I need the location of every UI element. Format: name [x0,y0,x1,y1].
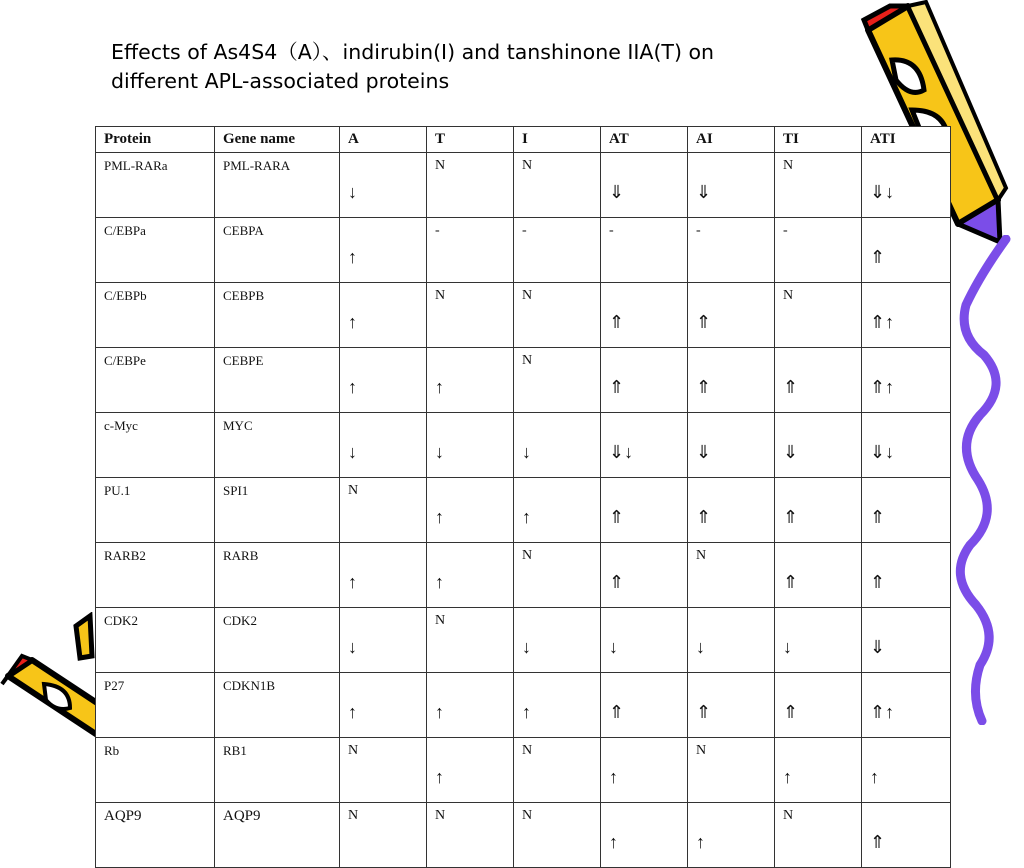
table-cell: CEBPB [215,283,340,348]
table-cell: ↓ [340,413,427,478]
slide-title-line-1: Effects of As4S4（A）、indirubin(I) and tanshinone IIA(T) on [111,40,715,64]
column-header: Protein [96,127,215,153]
table-cell: ⇓ [775,413,862,478]
column-header: Gene name [215,127,340,153]
table-cell: N [775,153,862,218]
table-cell: RARB2 [96,543,215,608]
table-cell: - [775,218,862,283]
table-cell: ⇓ [601,153,688,218]
table-cell: ↑ [340,673,427,738]
table-cell: ↑ [688,803,775,868]
table-cell: ⇑ [862,478,951,543]
table-cell: ↑ [427,348,514,413]
column-header: I [514,127,601,153]
table-cell: ⇑ [862,803,951,868]
table-cell: ↑ [340,218,427,283]
table-cell: ⇑ [601,348,688,413]
table-body [96,153,951,868]
table-cell: ↓ [340,608,427,673]
table-cell: ↓ [427,413,514,478]
table-cell: - [601,218,688,283]
table-cell: AQP9 [215,803,340,868]
table-cell: ⇓↓ [601,413,688,478]
table-cell: ⇓ [862,608,951,673]
column-header: T [427,127,514,153]
table-cell: N [427,153,514,218]
table-cell: CDK2 [215,608,340,673]
table-row [96,803,951,868]
table-cell: CEBPE [215,348,340,413]
table-cell: ⇑ [775,348,862,413]
column-header: AT [601,127,688,153]
protein-effects-table [95,126,951,868]
table-cell: P27 [96,673,215,738]
table-row [96,218,951,283]
table-cell: MYC [215,413,340,478]
table-row [96,348,951,413]
table-cell: ⇓↓ [862,153,951,218]
table-cell: N [514,738,601,803]
table-cell: CDKN1B [215,673,340,738]
table-cell: N [688,543,775,608]
table-cell: ⇑ [688,348,775,413]
table-cell: ⇑ [775,478,862,543]
table-cell: ↑ [862,738,951,803]
table-cell: ↑ [514,478,601,543]
table-cell: AQP9 [96,803,215,868]
table-cell: N [427,283,514,348]
table-cell: N [514,803,601,868]
table-cell: C/EBPe [96,348,215,413]
squiggle-line-decoration [940,235,1024,725]
table-cell: ↑ [427,543,514,608]
table-row [96,413,951,478]
table-cell: N [514,283,601,348]
table-header-row [96,127,951,153]
table-cell: N [427,803,514,868]
table-cell: ↑ [340,348,427,413]
table-cell: ↓ [514,608,601,673]
table-cell: ⇑↑ [862,673,951,738]
table-cell: N [340,738,427,803]
slide-title [111,38,881,96]
column-header: ATI [862,127,951,153]
table-cell: N [514,543,601,608]
table-cell: ⇑ [601,543,688,608]
column-header: A [340,127,427,153]
table-cell: N [514,153,601,218]
table-cell: PU.1 [96,478,215,543]
table-cell: ⇑ [688,283,775,348]
table-row [96,673,951,738]
table-cell: SPI1 [215,478,340,543]
table-cell: ↑ [601,738,688,803]
table-cell: ⇓ [688,153,775,218]
table-cell: ⇑↑ [862,283,951,348]
table-cell: ⇑ [775,673,862,738]
table-cell: RB1 [215,738,340,803]
table-cell: Rb [96,738,215,803]
table-cell: N [427,608,514,673]
slide-title-line-2: different APL-associated proteins [111,69,450,93]
table-row [96,738,951,803]
table-cell: ⇓ [688,413,775,478]
table-cell: ⇑ [601,478,688,543]
table-cell: N [514,348,601,413]
table-cell: ⇑ [688,478,775,543]
table-cell: ⇑ [862,218,951,283]
table-cell: N [775,803,862,868]
table-cell: N [688,738,775,803]
table-row [96,153,951,218]
table-cell: N [340,478,427,543]
table-cell: ↓ [340,153,427,218]
table-cell: ↑ [514,673,601,738]
table-cell: PML-RARA [215,153,340,218]
table-cell: - [427,218,514,283]
table-cell: ↓ [601,608,688,673]
table-cell: N [775,283,862,348]
table-cell: - [688,218,775,283]
table-cell: ↓ [775,608,862,673]
column-header: TI [775,127,862,153]
table-cell: ↑ [340,283,427,348]
table-row [96,283,951,348]
table-cell: ⇓↓ [862,413,951,478]
table-cell: ⇑ [601,673,688,738]
table-cell: CDK2 [96,608,215,673]
table-cell: ⇑ [862,543,951,608]
table-cell: C/EBPb [96,283,215,348]
table-cell: ↑ [601,803,688,868]
table-cell: ⇑ [601,283,688,348]
table-cell: ⇑↑ [862,348,951,413]
table-cell: ↑ [427,738,514,803]
table-row [96,608,951,673]
table-cell: - [514,218,601,283]
table-cell: CEBPA [215,218,340,283]
table-row [96,478,951,543]
table-cell: N [340,803,427,868]
table-cell: c-Myc [96,413,215,478]
table-cell: ⇑ [688,673,775,738]
table-cell: ↑ [427,673,514,738]
table-cell: C/EBPa [96,218,215,283]
table-cell: ⇑ [775,543,862,608]
table-cell: PML-RARa [96,153,215,218]
table-cell: ↑ [340,543,427,608]
table-cell: ↓ [514,413,601,478]
table-cell: ↓ [688,608,775,673]
column-header: AI [688,127,775,153]
table-cell: RARB [215,543,340,608]
table-cell: ↑ [427,478,514,543]
table-cell: ↑ [775,738,862,803]
table-row [96,543,951,608]
